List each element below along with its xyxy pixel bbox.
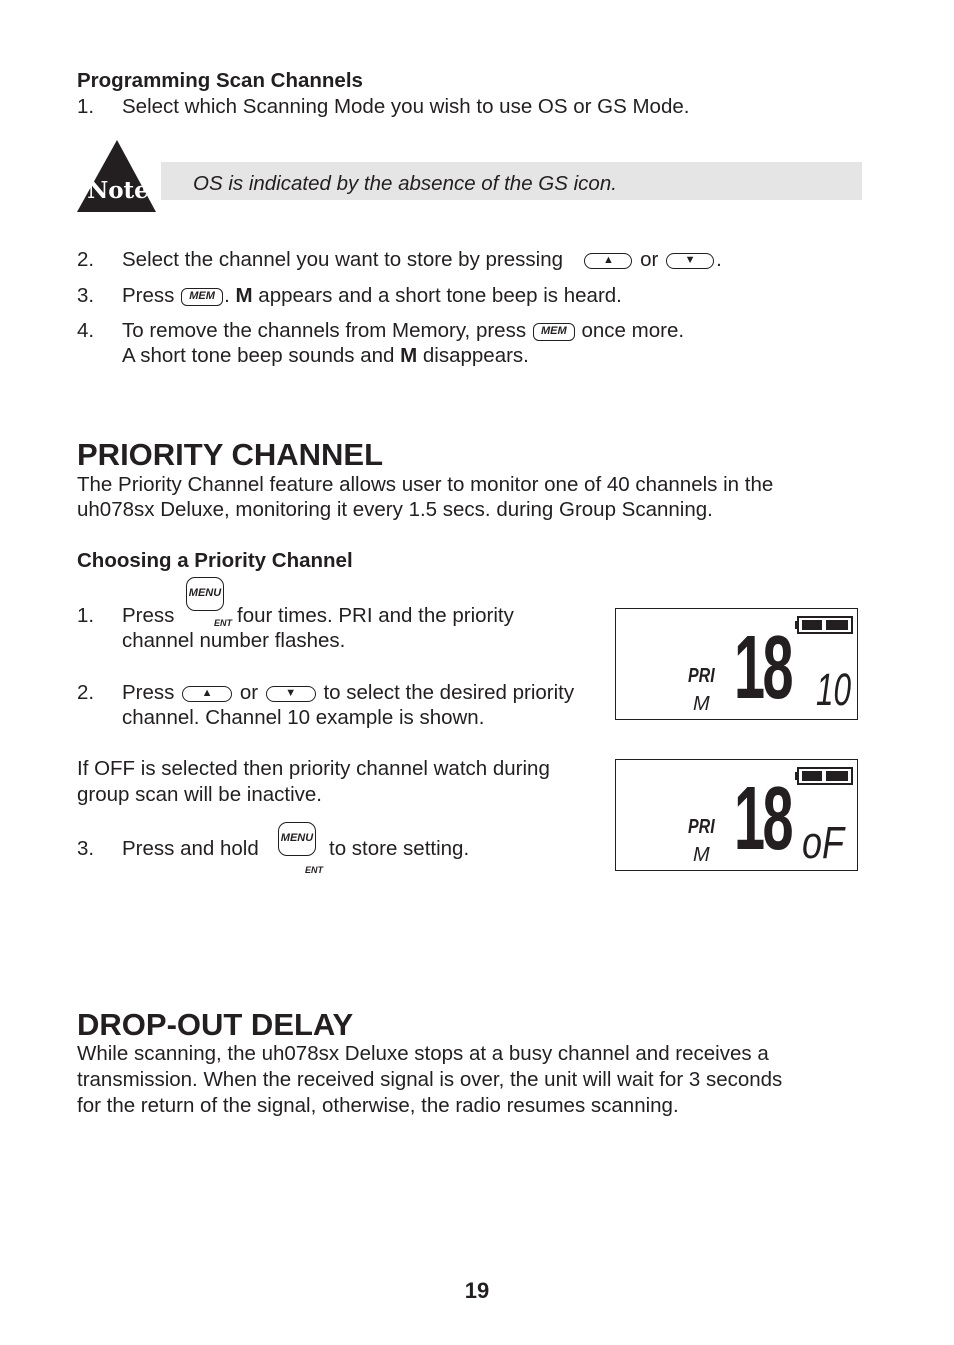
priority-title: PRIORITY CHANNEL — [77, 437, 384, 472]
battery-icon — [794, 765, 854, 787]
priority-intro-1: The Priority Channel feature allows user to monitor one of 40 channels in the — [77, 473, 774, 496]
scan-step-1-text: Select which Scanning Mode you wish to use OS or GS Mode. — [122, 95, 690, 118]
lcd-priority-value: oF — [802, 817, 845, 868]
page-number: 19 — [464, 1278, 490, 1303]
up-arrow-icon: ▲ — [201, 686, 213, 699]
lcd-pri-label: PRI — [688, 665, 715, 687]
scan-step-1-num: 1. — [77, 95, 95, 118]
lcd-channel-number: 18 — [734, 618, 792, 718]
priority-step-1-num: 1. — [77, 604, 95, 627]
press-text: Press — [122, 284, 175, 307]
scan-step-2-line — [122, 247, 722, 272]
dropout-line-2: transmission. When the received signal is over, the unit will wait for 3 seconds — [77, 1068, 783, 1091]
section-heading-scan: Programming Scan Channels — [77, 69, 363, 92]
scan-step-4-line2 — [122, 343, 529, 368]
scan-step-4-line2-pre: A short tone beep sounds and — [122, 344, 395, 367]
lcd-channel-number: 18 — [734, 769, 792, 869]
up-key-icon — [584, 253, 632, 269]
menu-key-label: MENU — [278, 822, 316, 856]
scan-step-2-text: Select the channel you want to store by pressing — [122, 248, 564, 271]
priority-step-2-text: to select the desired priority — [323, 681, 575, 704]
scan-step-3-num: 3. — [77, 284, 95, 307]
priority-step-2-num: 2. — [77, 681, 95, 704]
scan-step-3-line: Press MEM . M appears and a short tone beep is heard. — [122, 284, 622, 307]
dropout-title: DROP-OUT DELAY — [77, 1007, 354, 1042]
scan-step-4-line — [122, 318, 684, 343]
note-icon — [76, 138, 158, 213]
menu-ent-key-icon — [278, 822, 328, 878]
lcd-priority-value: 10 — [816, 664, 852, 715]
ent-label: ENT — [305, 865, 323, 875]
scan-step-4-text: To remove the channels from Memory, press — [122, 319, 527, 342]
lcd-m-label: M — [693, 693, 710, 715]
up-arrow-icon: ▲ — [602, 253, 614, 266]
priority-intro-2: uh078sx Deluxe, monitoring it every 1.5 secs. during Group Scanning. — [77, 498, 713, 521]
lcd-display-channel-10 — [615, 608, 858, 720]
priority-step-3-pre: Press and hold — [122, 837, 259, 860]
dropout-line-3: for the return of the signal, otherwise, the radio resumes scanning. — [77, 1094, 679, 1117]
priority-step-1-line2: channel number flashes. — [122, 629, 346, 652]
down-arrow-icon: ▼ — [684, 253, 696, 266]
priority-step-3-post: to store setting. — [329, 837, 470, 860]
scan-step-4-post: once more. — [581, 319, 685, 342]
priority-off-1: If OFF is selected then priority channel watch during — [77, 757, 550, 780]
or-text: or — [640, 248, 659, 271]
up-key-icon — [182, 686, 232, 702]
scan-step-4-line2-post: disappears. — [422, 344, 529, 367]
lcd-display-off — [615, 759, 858, 871]
press-text: Press — [122, 681, 175, 704]
ent-label: ENT — [214, 618, 232, 628]
press-text: Press — [122, 604, 175, 627]
down-key-icon — [666, 253, 714, 269]
priority-step-2-line — [122, 680, 574, 705]
menu-key-label: MENU — [186, 577, 224, 611]
note-label: Note — [87, 177, 149, 204]
dropout-line-1: While scanning, the uh078sx Deluxe stops at a busy channel and receives a — [77, 1042, 769, 1065]
mem-key-icon: MEM — [181, 288, 223, 306]
period: . — [716, 248, 722, 271]
scan-step-2-num: 2. — [77, 248, 95, 271]
scan-step-3-text: appears and a short tone beep is heard. — [258, 284, 622, 307]
lcd-m-label: M — [693, 844, 710, 866]
battery-icon — [794, 614, 854, 636]
priority-step-3-num: 3. — [77, 837, 95, 860]
scan-step-4-num: 4. — [77, 319, 95, 342]
menu-ent-key-icon — [186, 577, 236, 633]
or-text: or — [239, 681, 259, 704]
down-arrow-icon: ▼ — [285, 686, 297, 699]
m-bold: M — [400, 344, 418, 367]
note-text: OS is indicated by the absence of the GS icon. — [193, 172, 617, 195]
priority-step-1-text: four times. PRI and the priority — [237, 604, 514, 627]
lcd-pri-label: PRI — [688, 816, 715, 838]
priority-subheading: Choosing a Priority Channel — [77, 549, 353, 572]
priority-off-2: group scan will be inactive. — [77, 783, 322, 806]
priority-step-2-line2: channel. Channel 10 example is shown. — [122, 706, 485, 729]
down-key-icon — [266, 686, 316, 702]
mem-key-icon: MEM — [533, 323, 575, 341]
m-bold: M — [235, 284, 253, 307]
